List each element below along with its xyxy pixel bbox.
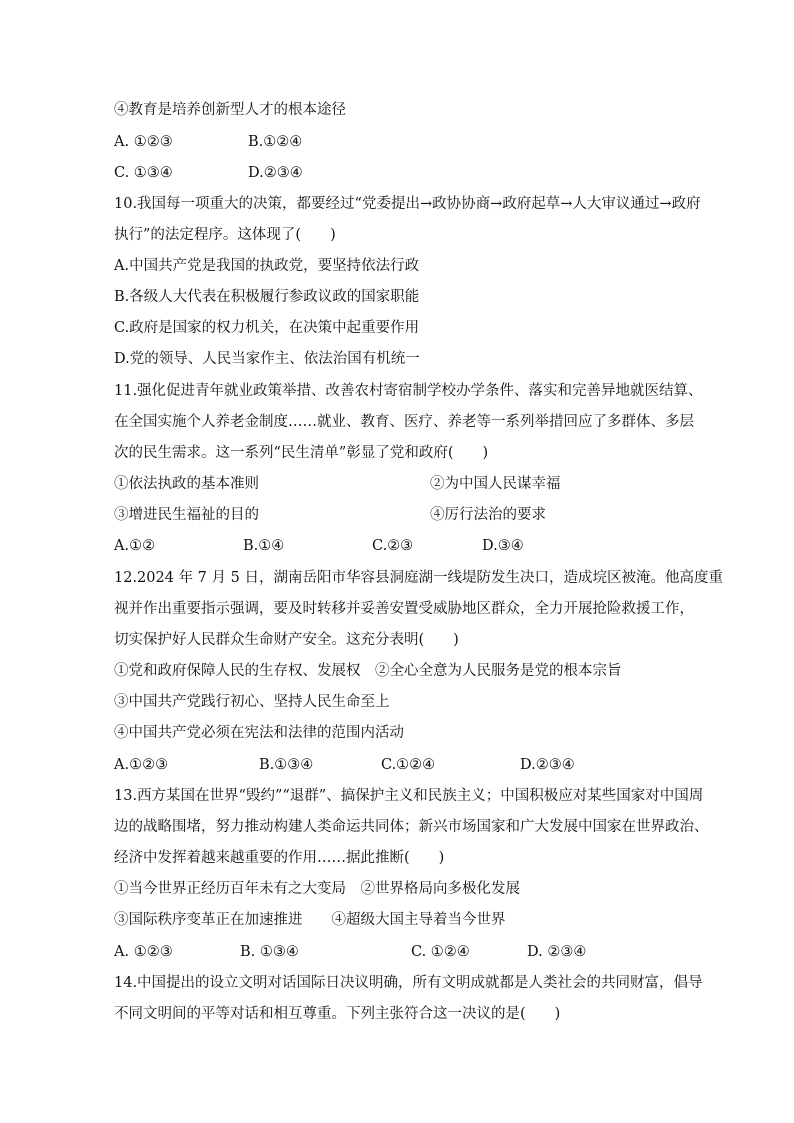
q11-item-2: ②为中国人民谋幸福 xyxy=(430,476,561,492)
q10-option-d: D.党的领导、人民当家作主、依法治国有机统一 xyxy=(114,351,420,367)
q11-stem-line-2: 在全国实施个人养老金制度……就业、教育、医疗、养老等一系列举措回应了多群体、多层 xyxy=(114,414,694,430)
q12-option-d: D.②③④ xyxy=(520,757,575,773)
q9-option-a: A. ①②③ xyxy=(114,134,173,150)
q10-stem-line-1: 10.我国每一项重大的决策，都要经过“党委提出→政协协商→政府起草→人大审议通过→政府 xyxy=(114,196,701,212)
q10-option-c: C.政府是国家的权力机关，在决策中起重要作用 xyxy=(114,320,420,336)
q13-items-line-2: ③国际秩序变革正在加速推进 ④超级大国主导着当今世界 xyxy=(114,912,506,928)
q11-item-1: ①依法执政的基本准则 xyxy=(114,476,259,492)
q11-item-4: ④厉行法治的要求 xyxy=(430,507,546,523)
q13-option-a: A. ①②③ xyxy=(114,944,173,960)
q13-stem-line-2: 边的战略围堵，努力推动构建人类命运共同体；新兴市场国家和广大发展中国家在世界政治、 xyxy=(114,819,709,835)
q12-item-4: ④中国共产党必须在宪法和法律的范围内活动 xyxy=(114,725,404,741)
q11-option-c: C.②③ xyxy=(372,538,414,554)
q9-item-4: ④教育是培养创新型人才的根本途径 xyxy=(114,102,346,118)
q10-option-a: A.中国共产党是我国的执政党，要坚持依法行政 xyxy=(114,258,420,274)
q12-option-c: C.①②④ xyxy=(381,757,436,773)
q11-option-b: B.①④ xyxy=(243,538,285,554)
q14-stem-line-2: 不同文明间的平等对话和相互尊重。下列主张符合这一决议的是( ) xyxy=(114,1006,561,1022)
q13-items-line-1: ①当今世界正经历百年未有之大变局 ②世界格局向多极化发展 xyxy=(114,881,520,897)
q11-stem-line-3: 次的民生需求。这一系列“民生清单”彰显了党和政府( ) xyxy=(114,445,489,461)
q10-stem-line-2: 执行”的法定程序。这体现了( ) xyxy=(114,227,336,243)
q9-option-c: C. ①③④ xyxy=(114,165,173,181)
q11-option-d: D.③④ xyxy=(482,538,524,554)
q9-option-b: B.①②④ xyxy=(248,134,303,150)
q10-option-b: B.各级人大代表在积极履行参政议政的国家职能 xyxy=(114,289,420,305)
q11-option-a: A.①② xyxy=(114,538,156,554)
q12-option-b: B.①③④ xyxy=(259,757,314,773)
q12-items-line-1: ①党和政府保障人民的生存权、发展权 ②全心全意为人民服务是党的根本宗旨 xyxy=(114,663,622,679)
q12-option-a: A.①②③ xyxy=(114,757,169,773)
q11-item-3: ③增进民生福祉的目的 xyxy=(114,507,259,523)
q12-stem-line-1: 12.2024 年 7 月 5 日，湖南岳阳市华容县洞庭湖一线堤防发生决口，造成垸区被淹。他高度重 xyxy=(114,570,723,586)
q11-stem-line-1: 11.强化促进青年就业政策举措、改善农村寄宿制学校办学条件、落实和完善异地就医结算、 xyxy=(114,383,703,399)
q12-item-3: ③中国共产党践行初心、坚持人民生命至上 xyxy=(114,694,390,710)
q14-stem-line-1: 14.中国提出的设立文明对话国际日决议明确，所有文明成就都是人类社会的共同财富，倡导 xyxy=(114,975,703,991)
q13-option-d: D. ②③④ xyxy=(527,944,587,960)
q12-stem-line-3: 切实保护好人民群众生命财产安全。这充分表明( ) xyxy=(114,632,459,648)
q12-stem-line-2: 视并作出重要指示强调，要及时转移并妥善安置受威胁地区群众，全力开展抢险救援工作， xyxy=(114,601,694,617)
q9-option-d: D.②③④ xyxy=(248,165,303,181)
q13-option-b: B. ①③④ xyxy=(240,944,299,960)
q13-option-c: C. ①②④ xyxy=(411,944,470,960)
q13-stem-line-3: 经济中发挥着越来越重要的作用……据此推断( ) xyxy=(114,850,445,866)
q13-stem-line-1: 13.西方某国在世界“毁约”“退群”、搞保护主义和民族主义；中国积极应对某些国家对中国周 xyxy=(114,788,704,804)
